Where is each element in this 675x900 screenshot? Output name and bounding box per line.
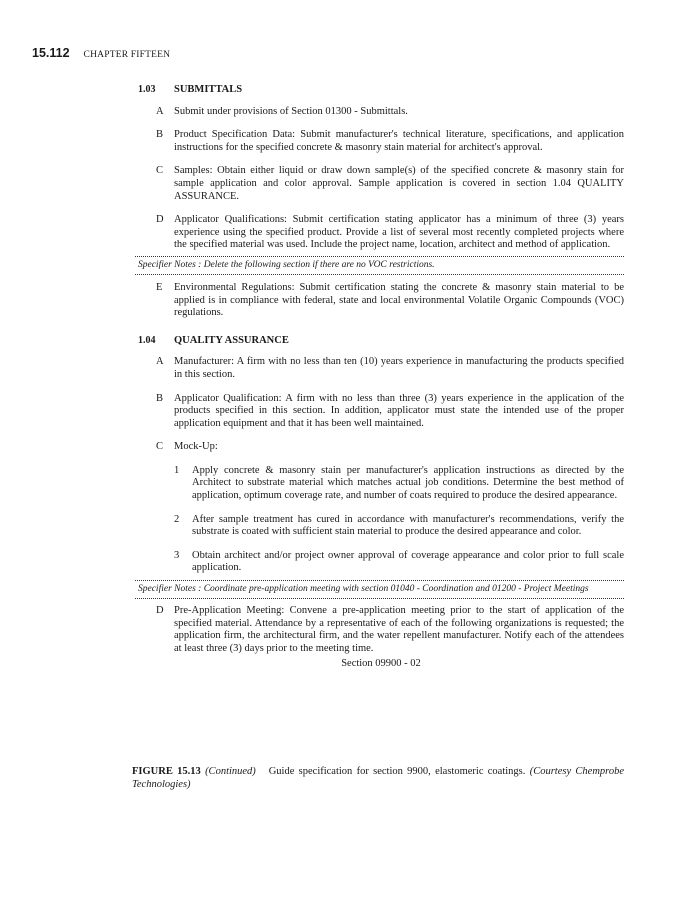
section-heading-quality-assurance [138,335,624,348]
item-letter: C [156,165,164,177]
item-text: Mock-Up: [174,441,218,453]
sub-item-text: Obtain architect and/or project owner approval of coverage appearance and color prior to full scale application. [192,549,624,574]
item-letter: A [156,105,164,117]
asterisk-divider [135,580,624,581]
figure-credit: (Courtesy Chemprobe Technologies) [132,766,625,790]
section-heading-submittals [138,84,624,97]
item-text: Environmental Regulations: Submit certification stating the concrete & masonry stain material to be applied is in compliance with federal, state and local environmental Volatile Organic Compounds (VOC) regulations. [174,281,624,319]
sub-item-number: 3 [174,549,180,561]
sub-list-item [138,514,624,539]
list-item [138,356,624,381]
list-item [138,393,624,431]
specifier-note: Specifier Notes : Delete the following section if there are no VOC restrictions. [138,259,435,270]
figure-label: FIGURE 15.13 [132,766,201,777]
list-item [138,282,624,320]
item-letter: D [156,605,164,617]
item-text: Samples: Obtain either liquid or draw down sample(s) of the specified concrete & masonry stain for sample application and color approval. Sample application is covered in section 1.04 QUALITY ASSURANCE. [174,165,624,202]
sub-item-text: Apply concrete & masonry stain per manufacturer's application instructions as directed by the Architect to substrate material which matches actual job conditions. Determine the best method of application, optimum coverage rate, and number of coats required to produce the desired appearance. [192,464,624,502]
page-footer: Section 09900 - 02 [341,658,421,670]
item-letter: B [156,392,164,404]
item-letter: D [156,214,164,226]
list-item [138,605,624,655]
section-title: SUBMITTALS [174,84,243,95]
item-letter: B [156,129,164,141]
sub-item-text: After sample treatment has cured in accordance with manufacturer's recommendations, verify the substrate is coated with sufficient stain material to produce the desired appearance and color. [192,513,624,538]
page-header [32,44,170,62]
item-letter: C [156,441,164,453]
spec-body [138,84,624,671]
figure-continued: (Continued) [205,766,256,777]
item-text: Pre-Application Meeting: Convene a pre-application meeting prior to the start of application of the specified material. Attendance by a representative of each of the following organizations is requested; the application firm, the architectural firm, and the water repellent manufacturer. Notify each of the attendees at least three (3) days prior to the meeting time. [174,605,624,654]
sub-item-number: 1 [174,464,180,476]
item-letter: E [156,281,163,293]
asterisk-divider [135,598,624,599]
section-number: 1.03 [138,84,156,95]
sub-list-item [138,550,624,575]
item-text: Product Specification Data: Submit manufacturer's technical literature, specifications, and application instructions for the specified concrete & masonry stain material for architect's approval. [174,129,624,153]
asterisk-divider [135,274,624,275]
item-letter: A [156,356,164,368]
page-number: 15.112 [32,46,70,60]
figure-description: Guide specification for section 9900, elastomeric coatings. [268,766,526,777]
section-number: 1.04 [138,334,156,346]
asterisk-divider [135,256,624,257]
list-item [138,214,624,252]
item-text: Submit under provisions of Section 01300 - Submittals. [174,105,408,117]
chapter-title: CHAPTER FIFTEEN [83,50,171,60]
list-item [138,129,624,154]
item-text: Applicator Qualifications: Submit certification stating applicator has a minimum of three (3) years experience using the specified product. Provide a list of several most recently completed projects where the specified material was used. Include the project name, location, architect and method of application. [174,214,624,251]
list-item [138,441,624,454]
sub-item-number: 2 [174,513,180,525]
figure-caption [132,766,624,791]
item-text: Manufacturer: A firm with no less than ten (10) years experience in manufacturing the products specified in this section. [174,356,624,380]
item-text: Applicator Qualification: A firm with no less than three (3) years experience in the application of the products specified in this section. In addition, applicator must state the intended use of the proper application equipment and that it has been well maintained. [174,392,624,429]
specifier-note: Specifier Notes : Coordinate pre-application meeting with section 01040 - Coordination and 01200 - Project Meetings [138,584,589,595]
list-item [138,106,624,119]
sub-list-item [138,465,624,503]
section-title: QUALITY ASSURANCE [174,334,289,346]
list-item [138,165,624,203]
